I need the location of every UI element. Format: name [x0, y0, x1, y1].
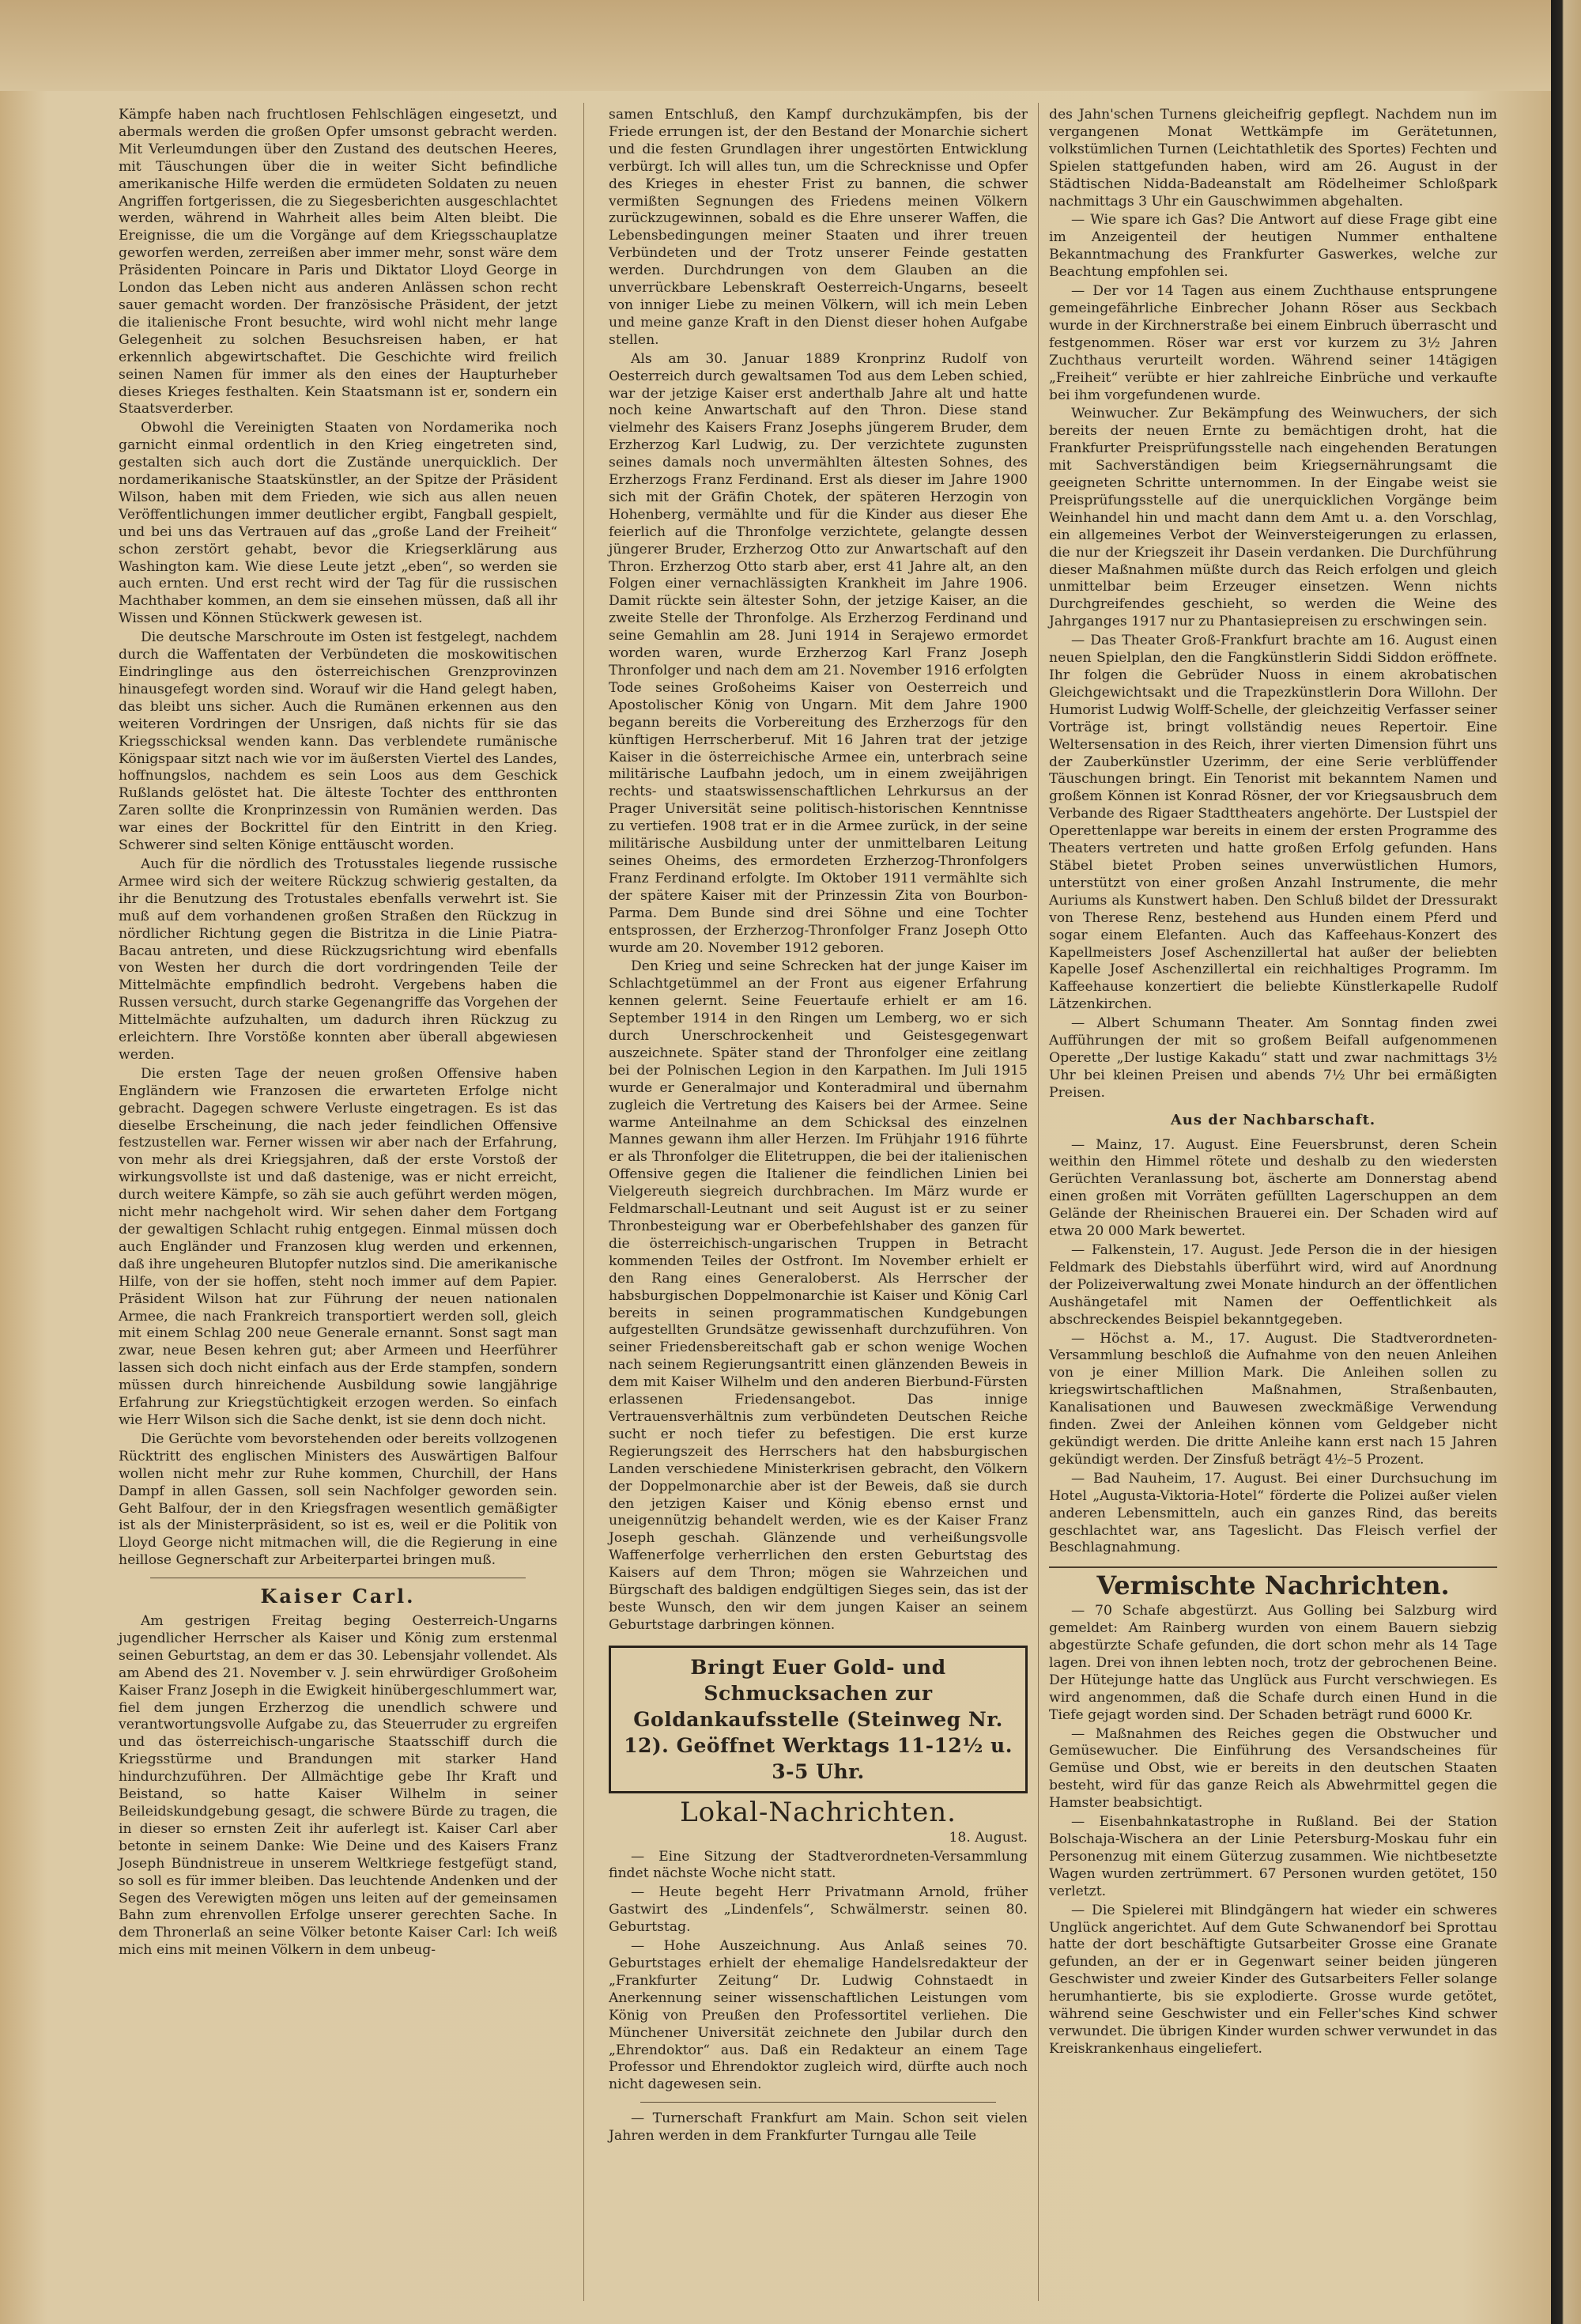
news-item: Weinwucher. Zur Bekämpfung des Weinwuchers, der sich bereits der neuen Ernte zu bemächtigen droht, hat die Frankfurter Preisprüfungsstelle nach eingehenden Beratungen mit Sachverständigen beim Kriegsernährungsamt die geeigneten Schritte unternommen. In der Eingabe weist sie Preisprüfungsstelle auf die unerquicklichen Vorgänge beim Weinhandel hin und macht dann dem Amt u. a. den Vorschlag, ein allgemeines Verbot der Weinversteigerungen zu erlassen, die nur der Kriegszeit ihr Dasein verdanken. Die Durchführung dieser Maßnahmen müßte durch das Reich erfolgen und gleich unmittelbar beim Erzeuger einsetzen. Wenn nichts Durchgreifendes geschieht, so werden die Weine des Jahrganges 1917 nur zu Phantasiepreisen zu erschwingen sein.	[1049, 406, 1497, 630]
section-divider	[640, 2102, 996, 2103]
section-date: 18. August.	[949, 1829, 1028, 1846]
news-item: — Wie spare ich Gas? Die Antwort auf diese Frage gibt eine im Anzeigenteil der heutigen Nummer enthaltene Bekanntmachung des Frankfurter Gaswerkes, welche zur Beachtung empfohlen sei.	[1049, 212, 1497, 281]
news-item: — Turnerschaft Frankfurt am Main. Schon seit vielen Jahren werden in dem Frankfurter Turngau alle Teile	[609, 2110, 1028, 2145]
article-paragraph: Den Krieg und seine Schrecken hat der junge Kaiser im Schlachtgetümmel an der Front aus eigener Erfahrung kennen gelernt. Seine Feuertaufe erhielt er am 16. September 1914 in den Ringen um Lemberg, wo er sich durch Unerschrockenheit und Geistesgegenwart auszeichnete. Später stand der Thronfolger eine zeitlang bei der Polnischen Legion in den Karpathen. Im Juli 1915 wurde er Generalmajor und Konteradmiral und übernahm zugleich die Vertretung des Kaisers bei der Armee. Seine warme Anteilnahme an dem Schicksal des einzelnen Mannes gewann ihm aller Herzen. Im Frühjahr 1916 führte er als Thronfolger die Elitetruppen, die bei der italienischen Offensive gegen die Italiener die feindlichen Linien bei Vielgereuth siegreich durchbrachen. Im März wurde er Feldmarschall-Leutnant und seit August ist er zu seiner Thronbesteigung war er Oberbefehlshaber des ganzen für die österreichisch-ungarischen Truppen in Betracht kommenden Teiles der Ostfront. Im November erhielt er den Rang eines Generaloberst. Als Herrscher der habsburgischen Doppelmonarchie ist Kaiser und König Carl bereits in seinen programmatischen Kundgebungen aufgestellten Grundsätze gewissenhaft durchzuführen. Von seiner Friedensbereitschaft gab er schon wenige Wochen nach seinem Regierungsantritt einen glänzenden Beweis in dem mit Kaiser Wilhelm und den anderen Bierbund-Fürsten erlassenen Friedensangebot. Das innige Vertrauensverhältnis zum verbündeten Deutschen Reiche sucht er noch tiefer zu befestigen. Die erst kurze Regierungszeit des Herrschers hat den habsburgischen Landen verschiedene Ministerkrisen gebracht, den Völkern der Doppelmonarchie aber ist der Beweis, daß sie durch den jetzigen Kaiser und König ebenso ernst und uneigennützig behandelt werden, wie es der Kaiser Franz Joseph geschah. Glänzende und verheißungsvolle Waffenerfolge verherrlichen den ersten Geburtstag des Kaisers auf dem Thron; mögen sie Wahrzeichen und Bürgschaft des baldigen endgültigen Sieges sein, das ist der beste Wunsch, den wir dem jungen Kaiser an seinem Geburtstage darbringen können.	[609, 958, 1028, 1633]
news-item: — 70 Schafe abgestürzt. Aus Golling bei Salzburg wird gemeldet: Am Rainberg wurden von einem Bauern siebzig abgestürzte Schafe gefunden, die dort schon mehr als 14 Tage lagen. Drei von ihnen lebten noch, trotz der gebrochenen Beine. Der Hütejunge hatte das Unglück aus Furcht verschwiegen. Es wird angenommen, daß die Schafe durch einen Hund in die Tiefe gejagt worden sind. Der Schaden beträgt rund 6000 Kr.	[1049, 1603, 1497, 1723]
article-paragraph: Die deutsche Marschroute im Osten ist festgelegt, nachdem durch die Waffentaten der Verbündeten die moskowitischen Eindringlinge aus den österreichischen Grenzprovinzen hinausgefegt worden sind. Worauf wir die Hand gelegt haben, das bleibt uns sicher. Auch die Rumänen erkennen aus den weiteren Vordringen der Unsrigen, daß nichts für sie das Kriegsschicksal wenden kann. Das verblendete rumänische Königspaar sitzt nach wie vor im äußersten Viertel des Landes, hoffnungslos, nachdem es sein Loos aus dem Geschick Rußlands gelöstet hat. Die älteste Tochter des entthronten Zaren sollte die Kronprinzessin von Rumänien werden. Das war eines der Bockrittel für den Eintritt in den Krieg. Schwerer sind selten Könige enttäuscht worden.	[119, 629, 557, 854]
news-item: — Maßnahmen des Reiches gegen die Obstwucher und Gemüsewucher. Die Einführung des Versandscheines für Gemüse und Obst, wie er bereits in den deutschen Staaten besteht, wird für das ganze Reich als Abwehrmittel gegen die Hamster beabsichtigt.	[1049, 1725, 1497, 1812]
column-2	[609, 107, 1028, 2147]
news-item: — Albert Schumann Theater. Am Sonntag finden zwei Aufführungen der mit so großem Beifall aufgenommenen Operette „Der lustige Kakadu“ statt und zwar nachmittags 3½ Uhr bei kleinen Preisen und abends 7½ Uhr bei ermäßigten Preisen.	[1049, 1015, 1497, 1101]
article-paragraph: Als am 30. Januar 1889 Kronprinz Rudolf von Oesterreich durch gewaltsamen Tod aus dem Leben schied, war der jetzige Kaiser erst anderthalb Jahre alt und hatte noch keine Anwartschaft auf den Thron. Diese stand vielmehr des Kaisers Franz Josephs jüngerem Bruder, dem Erzherzog Karl Ludwig, zu. Der verzichtete zugunsten seines damals noch unvermählten ältesten Sohnes, des Erzherzogs Franz Ferdinand. Erst als dieser im Jahre 1900 sich mit der Gräfin Chotek, der späteren Herzogin von Hohenberg, vermählte und für die Kinder aus dieser Ehe feierlich auf die Thronfolge verzichtete, gelangte dessen jüngerer Bruder, Erzherzog Otto zur Anwartschaft auf den Thron. Erzherzog Otto starb aber, erst 41 Jahre alt, an den Folgen einer vernachlässigten Krankheit im Jahre 1906. Damit rückte sein ältester Sohn, der jetzige Kaiser, an die zweite Stelle der Thronfolge. Als Erzherzog Ferdinand und seine Gemahlin am 28. Juni 1914 in Serajewo ermordet worden waren, wurde Erzherzog Karl Franz Joseph Thronfolger und nach dem am 21. November 1916 erfolgten Tode seines Großoheims Kaiser von Oesterreich und Apostolischer König von Ungarn. Mit dem Jahre 1900 begann bereits die Vorbereitung des Erzherzogs für den künftigen Herrscherberuf. Mit 16 Jahren trat der jetzige Kaiser in die österreichische Armee ein, unterbrach seine militärische Laufbahn jedoch, um in einem zweijährigen rechts- und staatswissenschaftlichen Lehrkursus an der Prager Universität seine politisch-historischen Kenntnisse zu vertiefen. 1908 trat er in die Armee zurück, in der seine militärische Ausbildung unter der unmittelbaren Leitung seines Oheims, des ermordeten Erzherzog-Thronfolgers Franz Ferdinand erfolgte. Im Oktober 1911 vermählte sich der spätere Kaiser mit der Prinzessin Zita von Bourbon-Parma. Dem Bunde sind drei Söhne und eine Tochter entsprossen, der Erzherzog-Thronfolger Franz Joseph Otto wurde am 20. November 1912 geboren.	[609, 350, 1028, 956]
heading-kaiser-carl: Kaiser Carl.	[260, 1585, 416, 1608]
gold-collection-ad: Bringt Euer Gold- und Schmucksachen zur Goldankaufsstelle (Steinweg Nr. 12). Geöffnet Werktags 11-12½ u. 3-5 Uhr.	[609, 1646, 1028, 1793]
page-top-margin	[0, 0, 1551, 91]
news-item: — Höchst a. M., 17. August. Die Stadtverordneten-Versammlung beschloß die Aufnahme von den neuen Anleihen von je einer Million Mark. Die Anleihen sollen zu kriegswirtschaftlichen Maßnahmen, Straßenbauten, Kanalisationen und Bauwesen zweckmäßige Verwendung finden. Zwei der Anleihen können vom Geldgeber nicht gekündigt werden. Die dritte Anleihe kann erst nach 15 Jahren gekündigt werden. Der Zinsfuß beträgt 4½–5 Prozent.	[1049, 1330, 1497, 1468]
article-paragraph: Am gestrigen Freitag beging Oesterreich-Ungarns jugendlicher Herrscher als Kaiser und König zum erstenmal seinen Geburtstag, an dem er das 30. Lebensjahr vollendet. Als am Abend des 21. November v. J. sein ehrwürdiger Großoheim Kaiser Franz Joseph in die Ewigkeit hinübergeschlummert war, fiel dem jungen Erzherzog die unendlich schwere und verantwortungsvolle Aufgabe zu, das Steuerruder zu ergreifen und das österreichisch-ungarische Staatsschiff durch die Kriegsstürme und Brandungen mit starker Hand hindurchzuführen. Der Allmächtige gebe Ihr Kraft und Beistand, so hatte Kaiser Wilhelm in seiner Beileidskundgebung gesagt, die schwere Bürde zu tragen, die in dieser so ernsten Zeit ihr auferlegt ist. Kaiser Carl aber betonte in seinem Danke: Wie Deine und des Kaisers Franz Joseph Bündnistreue in unserem Weltkriege festgefügt stand, so soll es für immer bleiben. Das leuchtende Andenken und der Segen des Verewigten mögen uns leiten auf der gemeinsamen Bahn zum ehrenvollen Erfolge unserer gerechten Sache. In dem Thronerlaß an seine Völker betonte Kaiser Carl: Ich weiß mich eins mit meinen Völkern in dem unbeug-	[119, 1613, 557, 1959]
article-paragraph: Die ersten Tage der neuen großen Offensive haben Engländern wie Franzosen die erwarteten Erfolge nicht gebracht. Dagegen schwere Verluste eingetragen. Es ist das dieselbe Erscheinung, die nach jeder feindlichen Offensive festzustellen war. Ferner wissen wir aber nach der Erfahrung, von mehr als drei Kriegsjahren, daß der erste Vorstoß der wirkungsvollste ist und daß dastenige, was er nicht erreicht, durch weitere Kämpfe, so zäh sie auch geführt werden mögen, nicht mehr nachgeholt wird. Wir sehen daher dem Fortgang der gewaltigen Schlacht ruhig entgegen. Einmal müssen doch auch Engländer und Franzosen klug werden und erkennen, daß ihre ungeheuren Blutopfer nutzlos sind. Die amerikanische Hilfe, von der sie hoffen, steht noch immer auf dem Papier. Präsident Wilson hat zur Führung der neuen nationalen Armee, die nach Frankreich transportiert werden soll, gleich mit einem Schlag 200 neue Generale ernannt. Sonst sagt man zwar, neue Besen kehren gut; aber Armeen und Heerführer lassen sich doch nicht einfach aus der Erde stampfen, sondern müssen durch hinreichende Ausbildung sowie langjährige Erfahrung zur Kriegstüchtigkeit erzogen werden. So einfach wie Herr Wilson sich die Sache denkt, ist sie denn doch nicht.	[119, 1065, 557, 1428]
news-item: — Die Spielerei mit Blindgängern hat wieder ein schweres Unglück angerichtet. Auf dem Gute Schwanendorf bei Sprottau hatte der dort beschäftigte Gutsarbeiter Grosse eine Granate gefunden, an der er in Gegenwart seiner beiden jüngeren Geschwister und zweier Kinder des Gutsarbeiters Feller solange herumhantierte, bis sie explodierte. Grosse wurde getötet, während seine Geschwister und ein Feller'sches Kind schwer verwundet. Die übrigen Kinder wurden schwer verwundet in das Kreiskrankenhaus eingeliefert.	[1049, 1902, 1497, 2057]
news-item: — Heute begeht Herr Privatmann Arnold, früher Gastwirt des „Lindenfels“, Schwälmerstr. seinen 80. Geburtstag.	[609, 1884, 1028, 1936]
article-paragraph: samen Entschluß, den Kampf durchzukämpfen, bis der Friede errungen ist, der den Bestand der Monarchie sichert und die festen Grundlagen ihrer ungestörten Entwicklung verbürgt. Ich will alles tun, um die Schrecknisse und Opfer des Krieges in ehester Frist zu bannen, die schwer vermißten Segnungen des Friedens meinen Völkern zurückzugewinnen, sobald es die Ehre unserer Waffen, die Lebensbedingungen meiner Staaten und ihrer treuen Verbündeten und der Trotz unserer Feinde gestatten werden. Durchdrungen von dem Glauben an die unverrückbare Lebenskraft Oesterreich-Ungarns, beseelt von inniger Liebe zu meinen Völkern, will ich mein Leben und meine ganze Kraft in den Dienst dieser hohen Aufgabe stellen.	[609, 107, 1028, 348]
news-item: — Eine Sitzung der Stadtverordneten-Versammlung findet nächste Woche nicht statt.	[609, 1848, 1028, 1882]
news-item: — Hohe Auszeichnung. Aus Anlaß seines 70. Geburtstages erhielt der ehemalige Handelsredakteur der „Frankfurter Zeitung“ Dr. Ludwig Cohnstaedt in Anerkennung seiner wissenschaftlichen Leistungen vom König von Preußen den Professortitel verliehen. Die Münchener Universität zeichnete den Jubilar durch den „Ehrendoktor“ aus. Daß ein Redakteur an einem Tage Professor und Ehrendoktor zugleich wird, dürfte auch noch nicht dagewesen sein.	[609, 1938, 1028, 2093]
adjacent-page-edge	[1551, 0, 1581, 2324]
column-3	[1049, 107, 1497, 2060]
article-paragraph: Die Gerüchte vom bevorstehenden oder bereits vollzogenen Rücktritt des englischen Ministers des Auswärtigen Balfour wollen nicht mehr zur Ruhe kommen, Churchill, der Hans Dampf in allen Gassen, soll sein Nachfolger geworden sein. Geht Balfour, der in den Kriegsfragen wesentlich gemäßigter ist als der Ministerpräsident, so ist es, weil er die Politik von Lloyd George nicht mitmachen will, die die Regierung in eine heillose Gegnerschaft zur Arbeiterpartei bringen muß.	[119, 1430, 557, 1569]
heading-vermischte-nachrichten: Vermischte Nachrichten.	[1096, 1570, 1450, 1601]
article-paragraph: Obwohl die Vereinigten Staaten von Nordamerika noch garnicht einmal ordentlich in den Krieg eingetreten sind, gestalten sich auch dort die Zustände unerquicklich. Der nordamerikanische Staatskünstler, an der Spitze der Präsident Wilson, haben mit dem Frieden, wie sich aus allen neuen Veröffentlichungen immer deutlicher ergibt, Fangball gespielt, und bei uns das Vertrauen auf das „große Land der Freiheit“ schon zerstört gehabt, bevor die Kriegserklärung aus Washington kam. Wie diese Leute jetzt „eben“, so werden sie auch ernten. Und erst recht wird der Tag für die russischen Machthaber kommen, an dem sie einsehen müssen, daß all ihr Wissen und Können Stückwerk gewesen ist.	[119, 420, 557, 627]
news-item: — Der vor 14 Tagen aus einem Zuchthause entsprungene gemeingefährliche Einbrecher Johann Röser aus Seckbach wurde in der Kirchnerstraße bei einem Einbruch überrascht und festgenommen. Röser war erst vor kurzem zu 3½ Jahren Zuchthaus verurteilt worden. Während seiner 14tägigen „Freiheit“ verübte er hier zahlreiche Einbrüche und verkaufte bei ihm vorgefundenen wurde.	[1049, 283, 1497, 403]
news-item: — Das Theater Groß-Frankfurt brachte am 16. August einen neuen Spielplan, den die Fangkünstlerin Siddi Siddon eröffnete. Ihr folgen die Gebrüder Nuoss in einem akrobatischen Gleichgewichtsakt und die Trapezkünstlerin Dora Willohn. Der Humorist Ludwig Wolff-Schelle, der gleichzeitig Verfasser seiner Vorträge ist, bringt vollständig neues Repertoir. Eine Weltersensation in des Reich, ihrer vierten Dimension führt uns der Zauberkünstler Uzerimm, der eine Serie verblüffender Täuschungen bringt. Ein Tenorist mit bekanntem Namen und großem Können ist Konrad Rösner, der vor Kriegsausbruch dem Verbande des Rigaer Stadttheaters angehörte. Der Lustspiel der Operettenlappe war bereits in einem der ersten Programme des Theaters vertreten und hatte großen Erfolg gefunden. Hans Stäbel bietet Proben seines unverwüstlichen Humors, unterstützt von einer großen Anzahl Instrumente, die mehr Auriums als Kunstwert haben. Den Schluß bildet der Dressurakt von Therese Renz, bestehend aus Hunden einem Pferd und sogar einem Elefanten. Auch das Kaffeehaus-Konzert des Kapellmeisters Josef Aschenzillertal hat außer der beliebten Kapelle Josef Aschenzillertal ein reichhaltiges Programm. Im Kaffeehause konzertiert die beliebte Künstlerkapelle Rudolf Lätzenkirchen.	[1049, 633, 1497, 1013]
column-1	[119, 107, 557, 1961]
column-rule	[1038, 103, 1039, 2301]
news-item: — Bad Nauheim, 17. August. Bei einer Durchsuchung im Hotel „Augusta-Viktoria-Hotel“ förderte die Polizei außer vielen anderen Lebensmitteln, auch ein ganzes Rind, das bereits geschlachtet war, ans Tageslicht. Das Fleisch verfiel der Beschlagnahmung.	[1049, 1470, 1497, 1556]
heading-nachbarschaft: Aus der Nachbarschaft.	[1170, 1111, 1376, 1128]
news-item: — Falkenstein, 17. August. Jede Person die in der hiesigen Feldmark des Diebstahls überführt wird, wird auf Anordnung der Polizeiverwaltung zwei Monate hindurch an der öffentlichen Aushängetafel mit Namen der Oeffentlichkeit als abschreckendes Beispiel bekanntgegeben.	[1049, 1242, 1497, 1328]
news-item: des Jahn'schen Turnens gleicheifrig gepflegt. Nachdem nun im vergangenen Monat Wettkämpfe im Gerätetunnen, volkstümlichen Turnen (Leichtathletik des Sportes) Fechten und Spielen stattgefunden haben, wird am 26. August in der Städtischen Nidda-Badeanstalt am Rödelheimer Schloßpark nachmittags 3 Uhr ein Gauschwimmen abgehalten.	[1049, 107, 1497, 210]
article-paragraph: Auch für die nördlich des Trotusstales liegende russische Armee wird sich der weitere Rückzug schwierig gestalten, da ihr die Benutzung des Trotustales ebenfalls verwehrt ist. Sie muß auf dem vorhandenen großen Straßen den Rückzug in nördlicher Richtung gegen die Bistritza in die Linie Piatra-Bacau antreten, und diese Rückzugsrichtung wird ebenfalls von Westen her durch die dort vordringenden Teile der Mittelmächte empfindlich bedroht. Vergebens haben die Russen versucht, durch starke Gegenangriffe das Vorgehen der Mittelmächte aufzuhalten, um dadurch ihren Rückzug zu erleichtern. Ihre Vorstöße konnten aber überall abgewiesen werden.	[119, 856, 557, 1063]
section-divider	[1049, 1566, 1497, 1568]
news-item: — Eisenbahnkatastrophe in Rußland. Bei der Station Bolschaja-Wischera an der Linie Petersburg-Moskau fuhr ein Personenzug mit einem Güterzug zusammen. Wie nichtbesetzte Wagen wurden zertrümmert. 67 Personen wurden getötet, 150 verletzt.	[1049, 1814, 1497, 1899]
news-item: — Mainz, 17. August. Eine Feuersbrunst, deren Schein weithin den Himmel rötete und deshalb zu den wiedersten Gerüchten Veranlassung bot, äscherte am Donnerstag abend einen großen mit Vorräten gefüllten Lagerschuppen an dem Gelände der Rheinischen Brauerei ein. Der Schaden wird auf etwa 20 000 Mark bewertet.	[1049, 1136, 1497, 1240]
heading-lokal-nachrichten: Lokal-Nachrichten.	[680, 1796, 957, 1828]
column-rule	[583, 103, 584, 2301]
article-paragraph: Kämpfe haben nach fruchtlosen Fehlschlägen eingesetzt, und abermals werden die großen Opfer umsonst gebracht werden. Mit Verleumdungen über den Zustand des deutschen Heeres, mit Täuschungen über die in weiter Sicht befindliche amerikanische Hilfe werden die ermüdeten Soldaten zu neuen Angriffen fortgerissen, die zu Siegesberichten ausgeschlachtet werden, während in Wahrheit alles beim Alten bleibt. Die Ereignisse, die um die Vorgänge auf dem Kriegsschauplatze geworfen werden, zerreißen aber immer mehr, sonst wäre dem Präsidenten Poincare in Paris und Diktator Lloyd George in London das Leben nicht aus anderen Anlässen schon recht sauer gemacht worden. Der französische Präsident, der jetzt die italienische Front besuchte, wird wohl nicht mehr lange Gelegenheit zu solchen Besuchsreisen haben, er hat erkennlich abgewirtschaftet. Die Geschichte wird freilich seinen Namen für immer als den eines der Haupturheber dieses Krieges festhalten. Kein Staatsmann ist er, sondern ein Staatsverderber.	[119, 107, 557, 418]
